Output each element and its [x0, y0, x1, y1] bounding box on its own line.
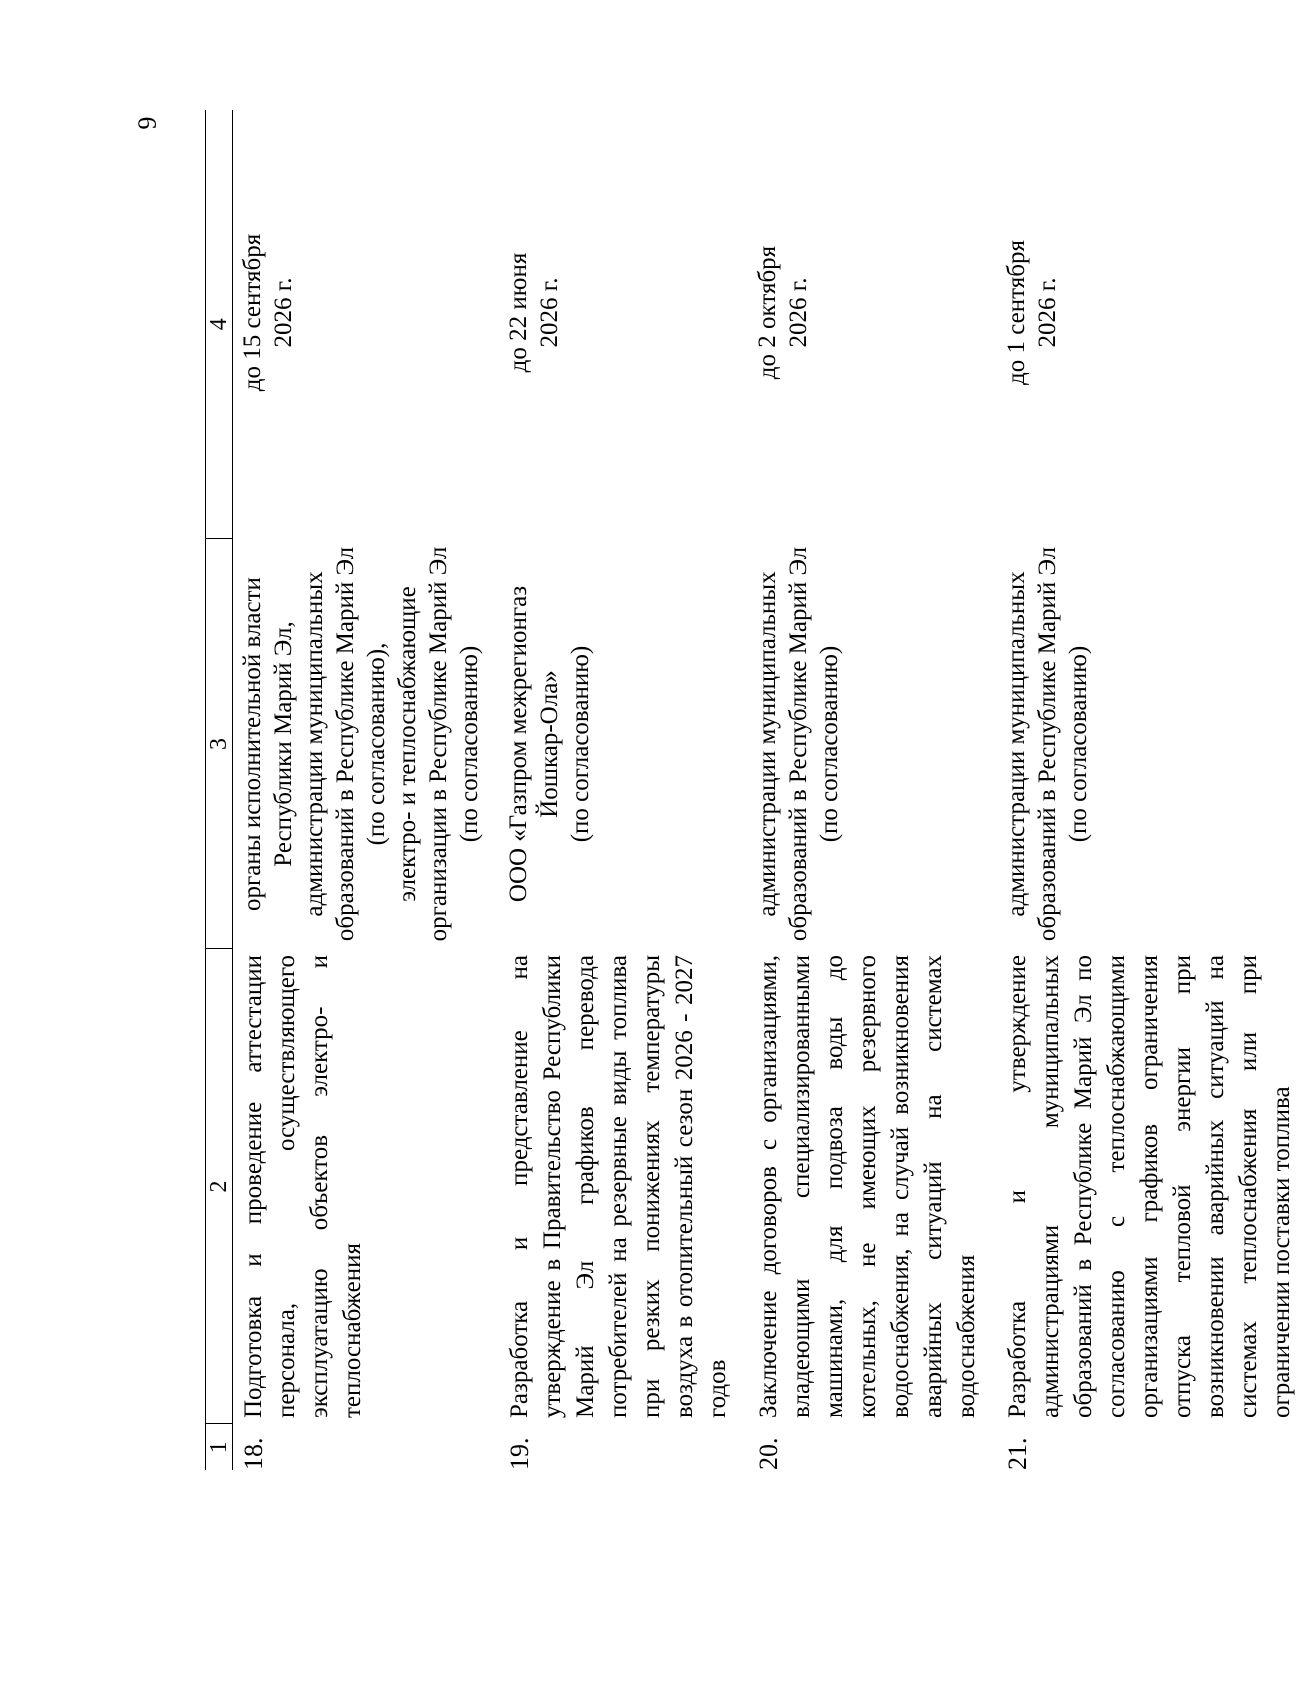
row-number: 21.: [1003, 1437, 1032, 1470]
row-number: 20.: [754, 1437, 783, 1470]
row-description: Подготовка и проведение аттестации персонала, осуществляющего эксплуатацию объектов электро- и теплоснабжения: [240, 955, 366, 1418]
responsible-line: электро- и теплоснабжающие: [394, 586, 421, 902]
row-deadline: [748, 110, 997, 539]
table-row: [499, 110, 748, 1470]
responsible-line: администрации муниципальных: [754, 571, 781, 917]
responsible-line: образований в Республике Марий Эл: [332, 546, 359, 942]
plan-table: [205, 110, 1312, 1470]
responsible-line: Йошкар-Ола»: [536, 670, 563, 818]
row-responsible: [499, 539, 748, 949]
responsible-line: администрации муниципальных: [1003, 571, 1030, 917]
deadline-line: до 1 сентября: [1003, 240, 1030, 385]
deadline-line: до 22 июня: [505, 252, 532, 373]
column-number-header-row: [206, 110, 233, 1470]
responsible-line: образований в Республике Марий Эл: [785, 546, 812, 942]
column-header-4: 4: [206, 110, 233, 539]
row-deadline: [997, 110, 1312, 539]
row-description: Разработка и представление на утверждение в Правительство Республики Марий Эл графиков перевода потребителей на резервные виды топлива при резких понижениях температуры воздуха в отопительный сезон 2026 - 2027 годов: [506, 955, 731, 1418]
row-responsible: [233, 539, 500, 949]
deadline-line: до 15 сентября: [239, 233, 266, 392]
deadline-line: 2026 г.: [536, 277, 563, 348]
rotated-table-sheet: [205, 110, 1295, 1470]
responsible-line: образований в Республике Марий Эл: [1034, 546, 1061, 942]
row-responsible: [997, 539, 1312, 949]
responsible-line: (по согласованию): [816, 645, 843, 843]
responsible-line: (по согласованию): [567, 645, 594, 843]
responsible-line: (по согласованию): [1065, 645, 1092, 843]
row-deadline: [233, 110, 500, 539]
row-description: Заключение договоров с организациями, владеющими специализированными машинами, для подвоза воды до котельных, не имеющих резервного водоснабжения, на случай возникновения аварийных ситуаций на системах водоснабжения: [755, 955, 980, 1418]
row-number: 19.: [505, 1437, 534, 1470]
responsible-line: (по согласованию): [456, 645, 483, 843]
responsible-line: ООО «Газпром межрегионгаз: [505, 585, 532, 903]
deadline-line: 2026 г.: [785, 277, 812, 348]
responsible-line: организации в Республике Марий Эл: [425, 546, 452, 942]
responsible-line: Республики Марий Эл,: [270, 621, 297, 867]
row-number: 18.: [239, 1437, 268, 1470]
row-responsible: [748, 539, 997, 949]
column-header-1: 1: [206, 1424, 233, 1470]
row-description: Разработка и утверждение администрациями муниципальных образований в Республике Марий Эл по согласованию с теплоснабжающими организациями графиков ограничения отпуска тепловой энергии при возникновении аварийных ситуаций на системах теплоснабжения или при ограничении поставки топлива: [1004, 955, 1295, 1418]
table-row: [748, 110, 997, 1470]
deadline-line: до 2 октября: [754, 245, 781, 380]
deadline-line: 2026 г.: [270, 277, 297, 348]
responsible-line: (по согласованию),: [363, 642, 390, 846]
column-header-3: 3: [206, 539, 233, 949]
deadline-line: 2026 г.: [1034, 277, 1061, 348]
row-deadline: [499, 110, 748, 539]
page-number: 6: [132, 116, 162, 130]
responsible-line: администрации муниципальных: [301, 571, 328, 917]
column-header-2: 2: [206, 949, 233, 1424]
responsible-line: органы исполнительной власти: [239, 577, 266, 911]
table-row: [233, 110, 500, 1470]
table-row: [997, 110, 1312, 1470]
